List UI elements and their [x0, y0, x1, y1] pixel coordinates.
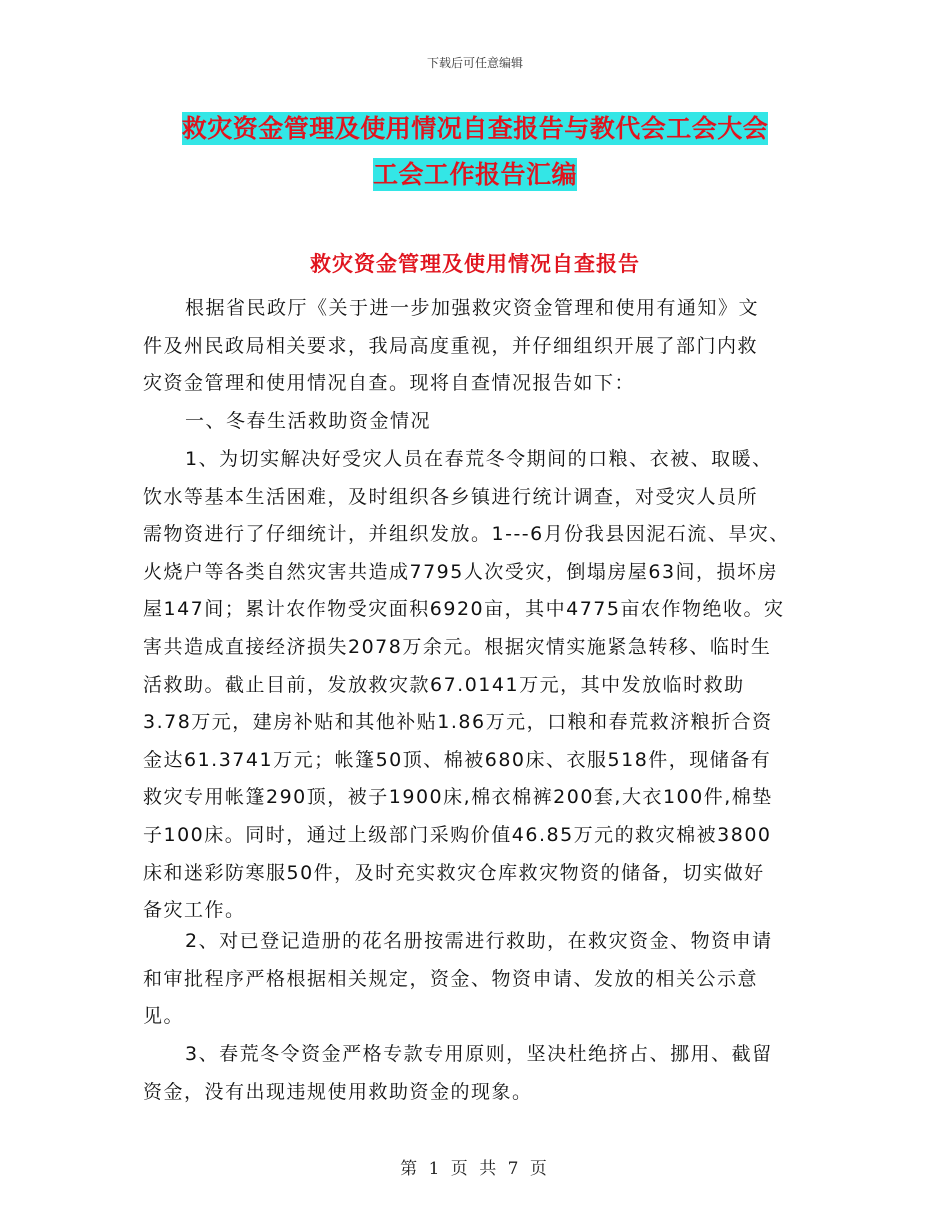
main-title-line-1	[140, 114, 810, 144]
paragraph-line: 备灾工作。	[143, 899, 246, 922]
paragraph-line: 和审批程序严格根据相关规定，资金、物资申请、发放的相关公示意	[143, 967, 759, 990]
paragraph-3	[143, 441, 813, 930]
main-title-line-1-text: 救灾资金管理及使用情况自查报告与教代会工会大会	[181, 114, 769, 143]
paragraph-line: 救灾专用帐篷290顶，被子1900床,棉衣棉裤200套,大衣100件,棉垫	[143, 786, 773, 809]
paragraph-line: 床和迷彩防寒服50件，及时充实救灾仓库救灾物资的储备，切实做好	[143, 861, 765, 884]
paragraph-1	[143, 290, 813, 403]
paragraph-2	[143, 403, 813, 441]
paragraph-line: 灾资金管理和使用情况自查。现将自查情况报告如下：	[143, 372, 636, 395]
paragraph-line: 屋147间；累计农作物受灾面积6920亩，其中4775亩农作物绝收。灾	[143, 598, 785, 621]
paragraph-line: 金达61.3741万元；帐篷50顶、棉被680床、衣服518件，现储备有	[143, 748, 772, 771]
paragraph-line: 2、对已登记造册的花名册按需进行救助，在救灾资金、物资申请	[185, 930, 773, 952]
paragraph-line: 3.78万元，建房补贴和其他补贴1.86万元，口粮和春荒救济粮折合资	[143, 711, 773, 734]
paragraph-line: 见。	[143, 1005, 185, 1028]
paragraph-4	[143, 923, 813, 1036]
paragraph-line: 件及州民政局相关要求，我局高度重视，并仔细组织开展了部门内救	[143, 334, 759, 357]
main-title-line-2-text: 工会工作报告汇编	[372, 160, 577, 189]
paragraph-line: 1、为切实解决好受灾人员在春荒冬令期间的口粮、衣被、取暖、	[185, 448, 773, 470]
paragraph-line: 害共造成直接经济损失2078万余元。根据灾情实施紧急转移、临时生	[143, 635, 772, 658]
main-title-line-2	[140, 160, 810, 190]
paragraph-5	[143, 1036, 813, 1111]
paragraph-line: 根据省民政厅《关于进一步加强救灾资金管理和使用有通知》文	[185, 297, 760, 319]
paragraph-line: 3、春荒冬令资金严格专款专用原则，坚决杜绝挤占、挪用、截留	[185, 1043, 773, 1065]
section-title: 救灾资金管理及使用情况自查报告	[310, 251, 640, 276]
page-number-footer: 第 1 页 共 7 页	[400, 1159, 550, 1179]
paragraph-line: 资金，没有出现违规使用救助资金的现象。	[143, 1080, 533, 1103]
header-note: 下载后可任意编辑	[426, 56, 523, 70]
paragraph-line: 活救助。截止目前，发放救灾款67.0141万元，其中发放临时救助	[143, 673, 745, 696]
paragraph-line: 饮水等基本生活困难，及时组织各乡镇进行统计调查，对受灾人员所	[143, 485, 759, 508]
paragraph-line: 子100床。同时，通过上级部门采购价值46.85万元的救灾棉被3800	[143, 823, 772, 846]
paragraph-line: 火烧户等各类自然灾害共造成7795人次受灾，倒塌房屋63间，损坏房	[143, 560, 779, 583]
paragraph-line: 一、冬春生活救助资金情况	[185, 410, 432, 432]
paragraph-line: 需物资进行了仔细统计，并组织发放。1---6月份我县因泥石流、旱灾、	[143, 523, 790, 546]
